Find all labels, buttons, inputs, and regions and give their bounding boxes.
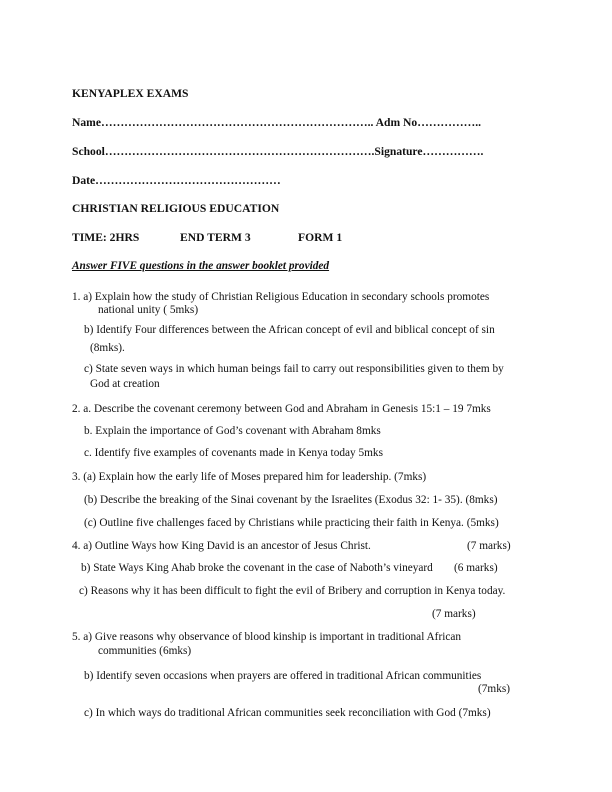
date-field: Date…………………………………………: [72, 174, 281, 187]
instruction: Answer FIVE questions in the answer booklet provided: [72, 260, 330, 272]
q5a-line1: 5. a) Give reasons why observance of blood kinship is important in traditional African: [72, 631, 462, 643]
q4a: 4. a) Outline Ways how King David is an ancestor of Jesus Christ.: [72, 540, 371, 552]
exam-term: END TERM 3: [180, 231, 251, 244]
subject-title: CHRISTIAN RELIGIOUS EDUCATION: [72, 202, 280, 215]
q5b: b) Identify seven occasions when prayers are offered in traditional African communities: [84, 670, 482, 682]
q4a-marks: (7 marks): [467, 540, 511, 552]
q2a: 2. a. Describe the covenant ceremony between God and Abraham in Genesis 15:1 – 19 7mks: [72, 403, 491, 415]
q2b: b. Explain the importance of God’s covenant with Abraham 8mks: [84, 425, 381, 437]
q4b-marks: (6 marks): [454, 562, 498, 574]
q5c: c) In which ways do traditional African communities seek reconciliation with God (7mks): [84, 707, 491, 719]
q3a: 3. (a) Explain how the early life of Moses prepared him for leadership. (7mks): [72, 471, 427, 483]
q1b-line1: b) Identify Four differences between the African concept of evil and biblical concept of sin: [84, 324, 495, 336]
q1c-line1: c) State seven ways in which human beings fail to carry out responsibilities given to them by: [84, 363, 504, 375]
q3b: (b) Describe the breaking of the Sinai covenant by the Israelites (Exodus 32: 1- 35). (8mks): [84, 494, 498, 506]
school-signature-field: School…………………………………………………………….Signature…………….: [72, 145, 484, 158]
q1c-line2: God at creation: [90, 378, 160, 390]
q4c: c) Reasons why it has been difficult to fight the evil of Bribery and corruption in Kenya today.: [79, 585, 506, 597]
q1b-line2: (8mks).: [90, 342, 125, 354]
q3c: (c) Outline five challenges faced by Christians while practicing their faith in Kenya. (5mks): [84, 517, 499, 529]
q1a-line2: national unity ( 5mks): [98, 304, 199, 316]
q5b-marks: (7mks): [478, 683, 511, 695]
q4c-marks: (7 marks): [432, 608, 476, 620]
school-title: KENYAPLEX EXAMS: [72, 87, 189, 100]
exam-time: TIME: 2HRS: [72, 231, 140, 244]
exam-form: FORM 1: [298, 231, 343, 244]
q4b: b) State Ways King Ahab broke the covenant in the case of Naboth’s vineyard: [81, 562, 433, 574]
name-adm-field: Name…………………………………………………………….. Adm No……………..: [72, 116, 481, 129]
q1a-line1: 1. a) Explain how the study of Christian Religious Education in secondary schools promotes: [72, 291, 490, 303]
q2c: c. Identify five examples of covenants made in Kenya today 5mks: [84, 447, 383, 459]
q5a-line2: communities (6mks): [98, 645, 192, 657]
